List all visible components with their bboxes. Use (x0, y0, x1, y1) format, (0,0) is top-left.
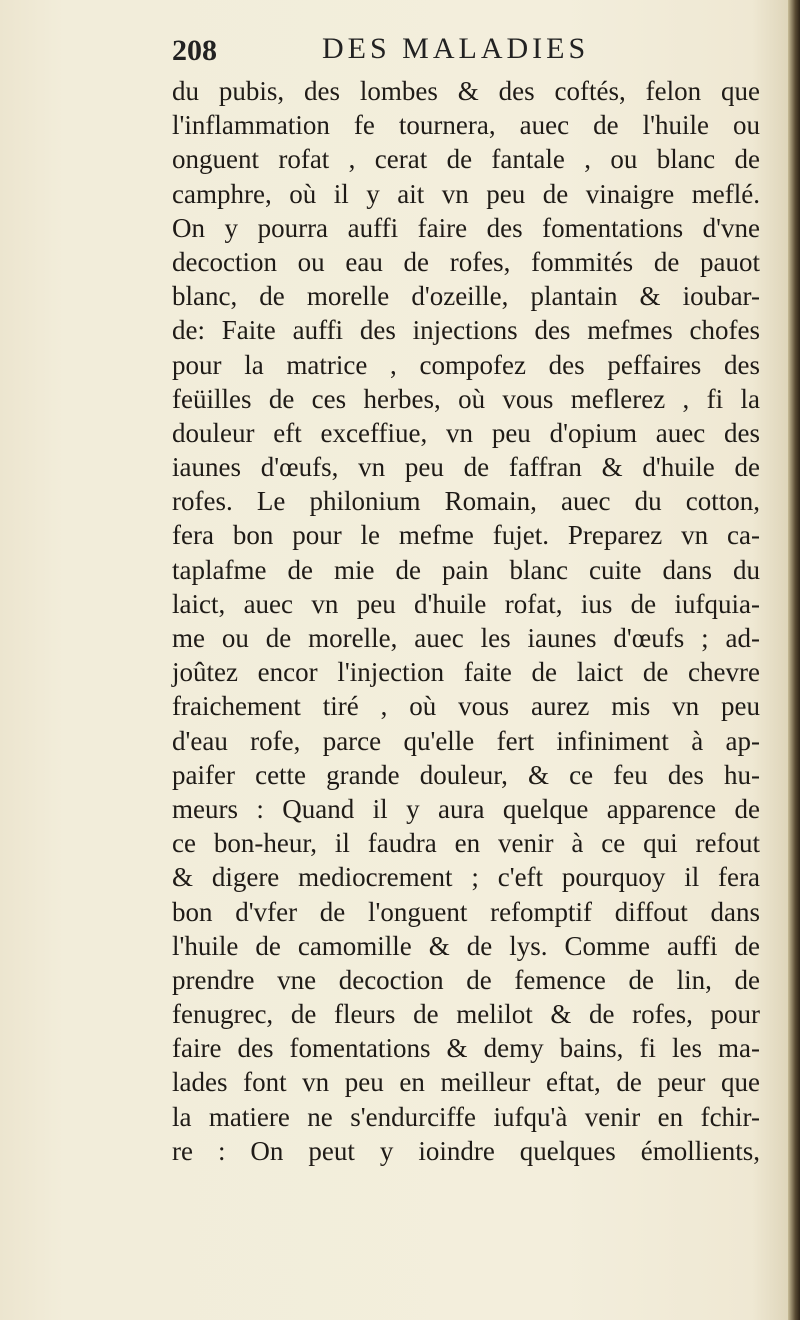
text-line: fraichement tiré , où vous aurez mis vn peu (172, 691, 760, 722)
body-text (172, 74, 760, 1168)
text-line: paifer cette grande douleur, & ce feu des hu- (172, 759, 760, 790)
text-line: ce bon-heur, il faudra en venir à ce qui refout (172, 828, 760, 859)
text-line: decoction ou eau de rofes, fommités de pauot (172, 246, 760, 277)
text-line: fenugrec, de fleurs de melilot & de rofes, pour (172, 999, 760, 1030)
text-line: prendre vne decoction de femence de lin, de (172, 964, 760, 995)
text-line: faire des fomentations & demy bains, fi les ma- (172, 1033, 760, 1064)
text-line: re : On peut y ioindre quelques émollients, (172, 1135, 760, 1166)
text-line: d'eau rofe, parce qu'elle fert infiniment à ap- (172, 725, 760, 756)
text-line: & digere mediocrement ; c'eft pourquoy il fera (172, 862, 760, 893)
page-number: 208 (172, 34, 217, 67)
text-line: de: Faite auffi des injections des mefmes chofes (172, 315, 760, 346)
text-line: iaunes d'œufs, vn peu de faffran & d'huile de (172, 452, 760, 483)
text-line: l'inflammation fe tournera, auec de l'huile ou (172, 110, 760, 141)
text-line: onguent rofat , cerat de fantale , ou blanc de (172, 144, 760, 175)
text-line: laict, auec vn peu d'huile rofat, ius de iufquia- (172, 588, 760, 619)
running-head: DES MALADIES (322, 32, 590, 65)
text-line: feüilles de ces herbes, où vous meflerez , fi la (172, 383, 760, 414)
text-line: du pubis, des lombes & des coftés, felon que (172, 76, 760, 106)
text-line: pour la matrice , compofez des peffaires des (172, 349, 760, 380)
text-line: meurs : Quand il y aura quelque apparence de (172, 793, 760, 824)
text-line: lades font vn peu en meilleur eftat, de peur que (172, 1067, 760, 1098)
text-line: blanc, de morelle d'ozeille, plantain & ioubar- (172, 281, 760, 312)
text-line: l'huile de camomille & de lys. Comme auffi de (172, 930, 760, 961)
page-gutter-shadow (788, 0, 800, 1320)
text-line: joûtez encor l'injection faite de laict de chevre (172, 657, 760, 688)
text-line: me ou de morelle, auec les iaunes d'œufs ; ad- (172, 623, 760, 653)
text-line: douleur eft exceffiue, vn peu d'opium auec des (172, 417, 760, 448)
text-line: bon d'vfer de l'onguent refomptif diffout dans (172, 896, 760, 927)
text-line: taplafme de mie de pain blanc cuite dans du (172, 554, 760, 585)
text-line: fera bon pour le mefme fujet. Preparez vn ca- (172, 520, 760, 551)
text-line: camphre, où il y ait vn peu de vinaigre meflé. (172, 178, 760, 209)
text-line: On y pourra auffi faire des fomentations d'vne (172, 212, 760, 243)
page-header (172, 30, 632, 70)
text-line: la matiere ne s'endurciffe iufqu'à venir en fchir- (172, 1101, 760, 1132)
text-line: rofes. Le philonium Romain, auec du cotton, (172, 486, 760, 517)
